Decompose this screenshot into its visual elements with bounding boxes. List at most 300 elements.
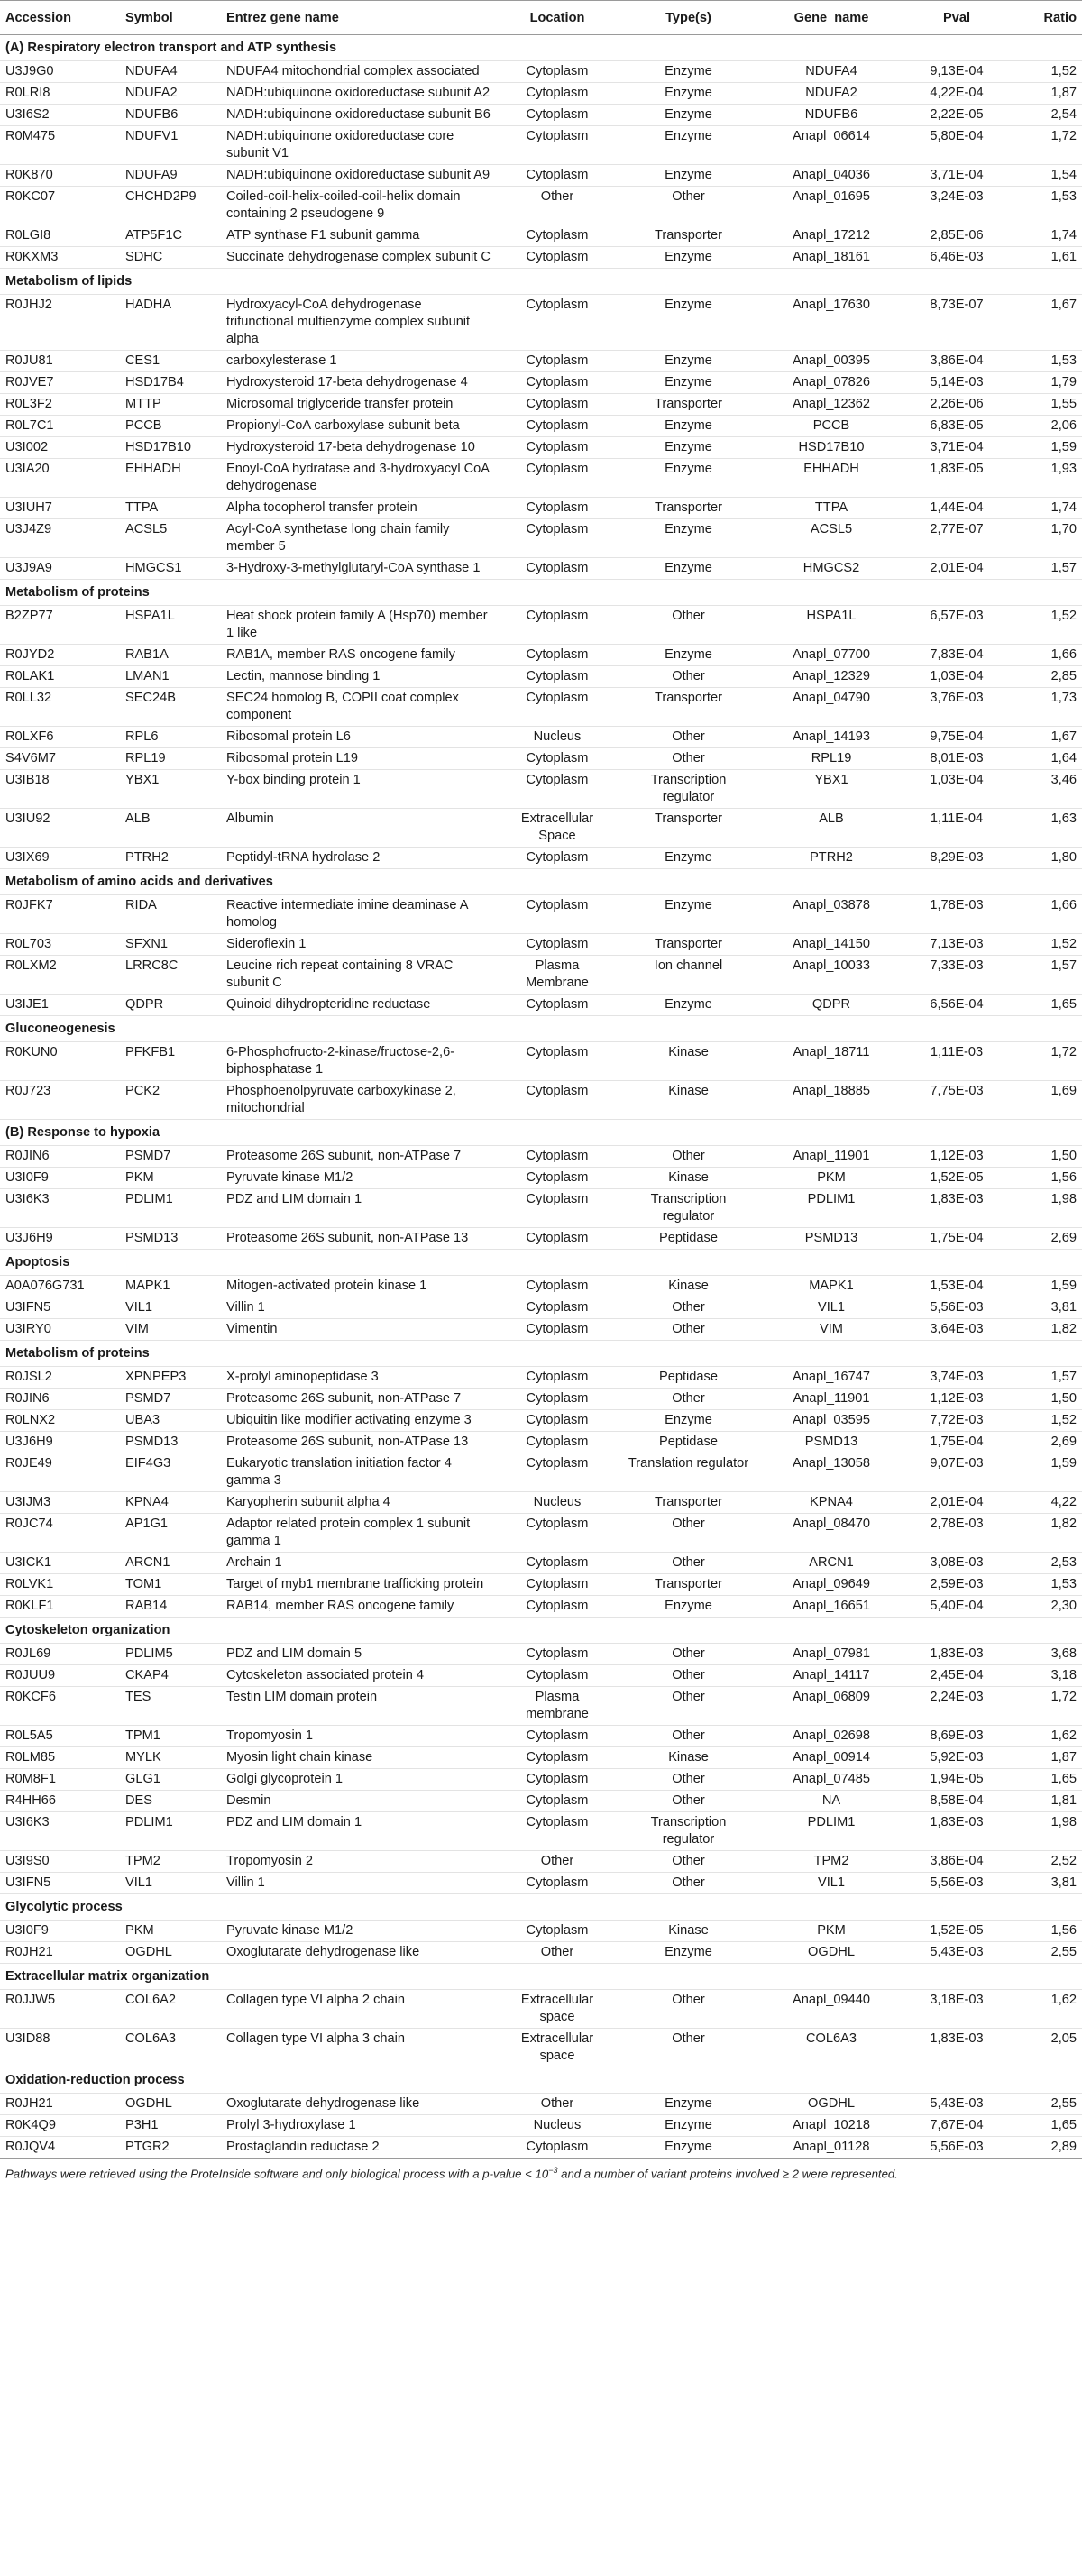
cell-location: Extracellular Space [497,809,618,848]
section-row [0,1016,1082,1042]
cell-entrez-gene-name: PDZ and LIM domain 1 [221,1189,497,1228]
cell-accession: R0LXF6 [0,727,120,748]
cell-types: Enzyme [618,61,759,83]
cell-accession: R0LNX2 [0,1410,120,1432]
cell-gene-name: COL6A3 [759,2029,903,2067]
cell-ratio: 1,70 [1010,519,1082,558]
cell-ratio: 1,87 [1010,83,1082,105]
table-row [0,1410,1082,1432]
cell-ratio: 3,18 [1010,1665,1082,1687]
cell-accession: U3I0F9 [0,1921,120,1942]
section-title: (B) Response to hypoxia [0,1120,1082,1146]
cell-symbol: NDUFA9 [120,165,221,187]
cell-symbol: PSMD13 [120,1432,221,1453]
cell-ratio: 1,67 [1010,727,1082,748]
cell-entrez-gene-name: Vimentin [221,1319,497,1341]
cell-gene-name: OGDHL [759,2094,903,2115]
cell-gene-name: PKM [759,1168,903,1189]
cell-symbol: PDLIM1 [120,1189,221,1228]
cell-types: Peptidase [618,1432,759,1453]
cell-symbol: NDUFB6 [120,105,221,126]
table-row [0,1168,1082,1189]
cell-gene-name: TTPA [759,498,903,519]
cell-entrez-gene-name: Pyruvate kinase M1/2 [221,1168,497,1189]
table-row [0,247,1082,269]
cell-pval: 1,83E-05 [903,459,1010,498]
cell-ratio: 1,61 [1010,247,1082,269]
table-row [0,1747,1082,1769]
cell-pval: 3,76E-03 [903,688,1010,727]
table-row [0,1990,1082,2029]
cell-location: Nucleus [497,2115,618,2137]
cell-accession: R0JC74 [0,1514,120,1553]
cell-types: Other [618,1769,759,1791]
cell-location: Cytoplasm [497,1389,618,1410]
cell-gene-name: Anapl_12329 [759,666,903,688]
cell-entrez-gene-name: 6-Phosphofructo-2-kinase/fructose-2,6-biphosphatase 1 [221,1042,497,1081]
table-row [0,1812,1082,1851]
cell-pval: 9,13E-04 [903,61,1010,83]
cell-location: Extracellular space [497,1990,618,2029]
cell-pval: 1,11E-03 [903,1042,1010,1081]
cell-location: Other [497,2094,618,2115]
cell-symbol: EHHADH [120,459,221,498]
cell-gene-name: YBX1 [759,770,903,809]
cell-accession: R0JL69 [0,1644,120,1665]
cell-types: Other [618,727,759,748]
table-row [0,1367,1082,1389]
cell-symbol: RPL6 [120,727,221,748]
cell-entrez-gene-name: Alpha tocopherol transfer protein [221,498,497,519]
cell-gene-name: Anapl_14117 [759,1665,903,1687]
cell-types: Kinase [618,1921,759,1942]
cell-types: Other [618,1644,759,1665]
table-row [0,1596,1082,1618]
cell-pval: 5,56E-03 [903,1873,1010,1894]
cell-pval: 1,53E-04 [903,1276,1010,1297]
table-row [0,416,1082,437]
cell-pval: 5,40E-04 [903,1596,1010,1618]
section-title: Metabolism of amino acids and derivatives [0,869,1082,895]
cell-entrez-gene-name: Propionyl-CoA carboxylase subunit beta [221,416,497,437]
cell-entrez-gene-name: Desmin [221,1791,497,1812]
cell-accession: U3IFN5 [0,1873,120,1894]
cell-gene-name: PCCB [759,416,903,437]
cell-entrez-gene-name: Hydroxysteroid 17-beta dehydrogenase 10 [221,437,497,459]
cell-symbol: HSD17B4 [120,372,221,394]
cell-gene-name: OGDHL [759,1942,903,1964]
cell-types: Enzyme [618,1942,759,1964]
cell-accession: U3I6S2 [0,105,120,126]
cell-entrez-gene-name: Tropomyosin 1 [221,1726,497,1747]
table-row [0,1319,1082,1341]
cell-symbol: TES [120,1687,221,1726]
table-row [0,165,1082,187]
cell-gene-name: Anapl_07485 [759,1769,903,1791]
cell-pval: 1,78E-03 [903,895,1010,934]
cell-ratio: 4,22 [1010,1492,1082,1514]
cell-location: Cytoplasm [497,1146,618,1168]
cell-pval: 2,26E-06 [903,394,1010,416]
cell-location: Other [497,1851,618,1873]
cell-entrez-gene-name: Y-box binding protein 1 [221,770,497,809]
cell-ratio: 1,67 [1010,295,1082,351]
section-title: Glycolytic process [0,1894,1082,1921]
cell-types: Other [618,1297,759,1319]
cell-gene-name: KPNA4 [759,1492,903,1514]
cell-symbol: CHCHD2P9 [120,187,221,225]
cell-types: Other [618,1873,759,1894]
table-row [0,372,1082,394]
cell-ratio: 1,82 [1010,1514,1082,1553]
cell-symbol: TOM1 [120,1574,221,1596]
cell-symbol: VIM [120,1319,221,1341]
cell-accession: R0JE49 [0,1453,120,1492]
section-title: Metabolism of lipids [0,269,1082,295]
cell-accession: R0L703 [0,934,120,956]
cell-ratio: 2,54 [1010,105,1082,126]
cell-accession: U3IUH7 [0,498,120,519]
cell-pval: 3,64E-03 [903,1319,1010,1341]
cell-symbol: QDPR [120,995,221,1016]
cell-gene-name: VIL1 [759,1297,903,1319]
cell-symbol: RIDA [120,895,221,934]
cell-entrez-gene-name: Collagen type VI alpha 2 chain [221,1990,497,2029]
table-row [0,2029,1082,2067]
cell-accession: R0K870 [0,165,120,187]
cell-gene-name: Anapl_17630 [759,295,903,351]
cell-gene-name: Anapl_12362 [759,394,903,416]
section-row [0,1341,1082,1367]
cell-accession: R0JFK7 [0,895,120,934]
cell-gene-name: Anapl_07826 [759,372,903,394]
cell-symbol: AP1G1 [120,1514,221,1553]
cell-symbol: PSMD7 [120,1389,221,1410]
cell-accession: R0JH21 [0,1942,120,1964]
section-row [0,269,1082,295]
cell-types: Other [618,1146,759,1168]
cell-entrez-gene-name: Adaptor related protein complex 1 subunit gamma 1 [221,1514,497,1553]
cell-symbol: PCK2 [120,1081,221,1120]
cell-location: Cytoplasm [497,437,618,459]
cell-pval: 1,12E-03 [903,1146,1010,1168]
cell-accession: R0JJW5 [0,1990,120,2029]
table-row [0,295,1082,351]
table-row [0,187,1082,225]
cell-accession: R0LXM2 [0,956,120,995]
footnote-text-2: and a number of variant proteins involved ≥ 2 were represented. [557,2167,898,2181]
cell-gene-name: NDUFA2 [759,83,903,105]
cell-entrez-gene-name: RAB1A, member RAS oncogene family [221,645,497,666]
cell-location: Cytoplasm [497,247,618,269]
cell-symbol: P3H1 [120,2115,221,2137]
footnote-exponent: −3 [548,2166,558,2175]
cell-entrez-gene-name: Myosin light chain kinase [221,1747,497,1769]
cell-location: Nucleus [497,1492,618,1514]
cell-types: Transporter [618,1574,759,1596]
cell-location: Cytoplasm [497,394,618,416]
cell-location: Cytoplasm [497,558,618,580]
cell-location: Cytoplasm [497,1432,618,1453]
cell-gene-name: PDLIM1 [759,1189,903,1228]
cell-location: Cytoplasm [497,1873,618,1894]
cell-accession: R0L7C1 [0,416,120,437]
cell-gene-name: HSD17B10 [759,437,903,459]
table-row [0,351,1082,372]
cell-entrez-gene-name: Sideroflexin 1 [221,934,497,956]
table-row [0,770,1082,809]
cell-accession: R0J723 [0,1081,120,1120]
table-row [0,848,1082,869]
cell-types: Enzyme [618,2137,759,2159]
cell-symbol: RAB1A [120,645,221,666]
cell-gene-name: Anapl_00395 [759,351,903,372]
cell-pval: 1,03E-04 [903,770,1010,809]
cell-pval: 7,33E-03 [903,956,1010,995]
header-row [0,1,1082,35]
cell-symbol: SEC24B [120,688,221,727]
cell-location: Cytoplasm [497,519,618,558]
cell-types: Other [618,1553,759,1574]
cell-entrez-gene-name: ATP synthase F1 subunit gamma [221,225,497,247]
cell-symbol: PDLIM5 [120,1644,221,1665]
cell-accession: U3IA20 [0,459,120,498]
cell-symbol: NDUFA4 [120,61,221,83]
cell-gene-name: Anapl_09440 [759,1990,903,2029]
cell-location: Cytoplasm [497,666,618,688]
section-title: Apoptosis [0,1250,1082,1276]
cell-entrez-gene-name: Proteasome 26S subunit, non-ATPase 13 [221,1228,497,1250]
cell-accession: R0M475 [0,126,120,165]
section-row [0,1964,1082,1990]
cell-pval: 1,75E-04 [903,1228,1010,1250]
cell-types: Translation regulator [618,1453,759,1492]
table-row [0,1665,1082,1687]
cell-symbol: VIL1 [120,1297,221,1319]
cell-ratio: 3,81 [1010,1297,1082,1319]
cell-ratio: 2,55 [1010,2094,1082,2115]
cell-symbol: PCCB [120,416,221,437]
cell-symbol: OGDHL [120,1942,221,1964]
cell-symbol: NDUFV1 [120,126,221,165]
cell-pval: 6,46E-03 [903,247,1010,269]
cell-accession: R0KXM3 [0,247,120,269]
cell-ratio: 1,65 [1010,995,1082,1016]
cell-ratio: 1,64 [1010,748,1082,770]
cell-ratio: 2,69 [1010,1432,1082,1453]
cell-symbol: OGDHL [120,2094,221,2115]
table-row [0,1921,1082,1942]
cell-location: Cytoplasm [497,934,618,956]
cell-entrez-gene-name: Testin LIM domain protein [221,1687,497,1726]
cell-location: Plasma Membrane [497,956,618,995]
cell-entrez-gene-name: Target of myb1 membrane trafficking protein [221,1574,497,1596]
section-row [0,580,1082,606]
cell-symbol: RPL19 [120,748,221,770]
cell-types: Transcription regulator [618,1189,759,1228]
cell-types: Enzyme [618,437,759,459]
cell-entrez-gene-name: Hydroxyacyl-CoA dehydrogenase trifunctional multienzyme complex subunit alpha [221,295,497,351]
cell-accession: R0LGI8 [0,225,120,247]
cell-types: Other [618,1990,759,2029]
table-footnote [0,2159,1082,2187]
cell-symbol: MYLK [120,1747,221,1769]
table-row [0,105,1082,126]
cell-ratio: 1,69 [1010,1081,1082,1120]
cell-ratio: 1,73 [1010,688,1082,727]
cell-ratio: 1,57 [1010,1367,1082,1389]
cell-pval: 9,75E-04 [903,727,1010,748]
section-title: Cytoskeleton organization [0,1618,1082,1644]
cell-symbol: PTGR2 [120,2137,221,2159]
cell-accession: R0JUU9 [0,1665,120,1687]
cell-gene-name: Anapl_03878 [759,895,903,934]
cell-types: Kinase [618,1042,759,1081]
table-row [0,934,1082,956]
cell-ratio: 2,30 [1010,1596,1082,1618]
cell-location: Cytoplasm [497,225,618,247]
cell-ratio: 1,82 [1010,1319,1082,1341]
cell-gene-name: Anapl_18885 [759,1081,903,1120]
cell-symbol: COL6A2 [120,1990,221,2029]
cell-location: Cytoplasm [497,1367,618,1389]
cell-entrez-gene-name: Eukaryotic translation initiation factor 4 gamma 3 [221,1453,497,1492]
cell-symbol: SDHC [120,247,221,269]
cell-gene-name: TPM2 [759,1851,903,1873]
cell-entrez-gene-name: Acyl-CoA synthetase long chain family member 5 [221,519,497,558]
header-entrez-gene-name: Entrez gene name [221,1,497,35]
cell-entrez-gene-name: Villin 1 [221,1873,497,1894]
cell-gene-name: Anapl_03595 [759,1410,903,1432]
table-body [0,35,1082,2159]
cell-location: Cytoplasm [497,1319,618,1341]
cell-pval: 2,45E-04 [903,1665,1010,1687]
cell-symbol: DES [120,1791,221,1812]
cell-symbol: PTRH2 [120,848,221,869]
cell-types: Enzyme [618,1410,759,1432]
cell-entrez-gene-name: Mitogen-activated protein kinase 1 [221,1276,497,1297]
cell-location: Extracellular space [497,2029,618,2067]
cell-types: Other [618,1851,759,1873]
cell-types: Other [618,1687,759,1726]
cell-symbol: TTPA [120,498,221,519]
cell-location: Other [497,1942,618,1964]
table-row [0,558,1082,580]
table-row [0,995,1082,1016]
cell-gene-name: Anapl_14150 [759,934,903,956]
cell-ratio: 1,66 [1010,645,1082,666]
cell-entrez-gene-name: RAB14, member RAS oncogene family [221,1596,497,1618]
section-title: Extracellular matrix organization [0,1964,1082,1990]
cell-accession: U3I6K3 [0,1812,120,1851]
cell-entrez-gene-name: Oxoglutarate dehydrogenase like [221,2094,497,2115]
cell-pval: 8,69E-03 [903,1726,1010,1747]
cell-symbol: HMGCS1 [120,558,221,580]
cell-entrez-gene-name: Ubiquitin like modifier activating enzyme 3 [221,1410,497,1432]
cell-gene-name: QDPR [759,995,903,1016]
cell-ratio: 1,57 [1010,558,1082,580]
cell-accession: U3I9S0 [0,1851,120,1873]
cell-entrez-gene-name: Enoyl-CoA hydratase and 3-hydroxyacyl CoA dehydrogenase [221,459,497,498]
cell-pval: 4,22E-04 [903,83,1010,105]
cell-symbol: LMAN1 [120,666,221,688]
cell-gene-name: Anapl_07700 [759,645,903,666]
cell-pval: 5,80E-04 [903,126,1010,165]
table-row [0,645,1082,666]
cell-symbol: CES1 [120,351,221,372]
cell-symbol: CKAP4 [120,1665,221,1687]
cell-types: Kinase [618,1168,759,1189]
cell-types: Ion channel [618,956,759,995]
cell-location: Cytoplasm [497,1168,618,1189]
table-row [0,727,1082,748]
cell-ratio: 2,52 [1010,1851,1082,1873]
cell-symbol: HSD17B10 [120,437,221,459]
cell-gene-name: PTRH2 [759,848,903,869]
cell-pval: 8,58E-04 [903,1791,1010,1812]
cell-pval: 1,11E-04 [903,809,1010,848]
cell-accession: U3I0F9 [0,1168,120,1189]
cell-accession: R0KCF6 [0,1687,120,1726]
table-row [0,1297,1082,1319]
cell-accession: B2ZP77 [0,606,120,645]
cell-entrez-gene-name: NADH:ubiquinone oxidoreductase subunit B6 [221,105,497,126]
cell-ratio: 2,06 [1010,416,1082,437]
cell-types: Other [618,606,759,645]
cell-entrez-gene-name: Villin 1 [221,1297,497,1319]
cell-types: Kinase [618,1276,759,1297]
cell-types: Peptidase [618,1367,759,1389]
cell-gene-name: Anapl_18161 [759,247,903,269]
cell-symbol: GLG1 [120,1769,221,1791]
cell-types: Enzyme [618,2115,759,2137]
cell-accession: U3J4Z9 [0,519,120,558]
cell-location: Cytoplasm [497,1726,618,1747]
cell-pval: 8,29E-03 [903,848,1010,869]
cell-pval: 3,71E-04 [903,437,1010,459]
cell-types: Enzyme [618,83,759,105]
section-title: Oxidation-reduction process [0,2067,1082,2094]
cell-accession: U3J9G0 [0,61,120,83]
table-row [0,1514,1082,1553]
cell-ratio: 1,66 [1010,895,1082,934]
cell-types: Enzyme [618,372,759,394]
header-location: Location [497,1,618,35]
cell-gene-name: Anapl_11901 [759,1389,903,1410]
table-row [0,1687,1082,1726]
section-title: Metabolism of proteins [0,1341,1082,1367]
cell-accession: U3J9A9 [0,558,120,580]
cell-entrez-gene-name: Succinate dehydrogenase complex subunit C [221,247,497,269]
cell-accession: U3J6H9 [0,1228,120,1250]
cell-location: Cytoplasm [497,61,618,83]
cell-symbol: KPNA4 [120,1492,221,1514]
section-row [0,35,1082,61]
cell-types: Enzyme [618,459,759,498]
cell-location: Cytoplasm [497,416,618,437]
table-row [0,126,1082,165]
header-symbol: Symbol [120,1,221,35]
cell-types: Enzyme [618,126,759,165]
cell-location: Other [497,187,618,225]
cell-ratio: 1,59 [1010,1453,1082,1492]
cell-pval: 5,43E-03 [903,2094,1010,2115]
cell-gene-name: Anapl_17212 [759,225,903,247]
cell-types: Enzyme [618,995,759,1016]
cell-types: Transcription regulator [618,770,759,809]
cell-ratio: 1,72 [1010,1042,1082,1081]
cell-gene-name: Anapl_18711 [759,1042,903,1081]
